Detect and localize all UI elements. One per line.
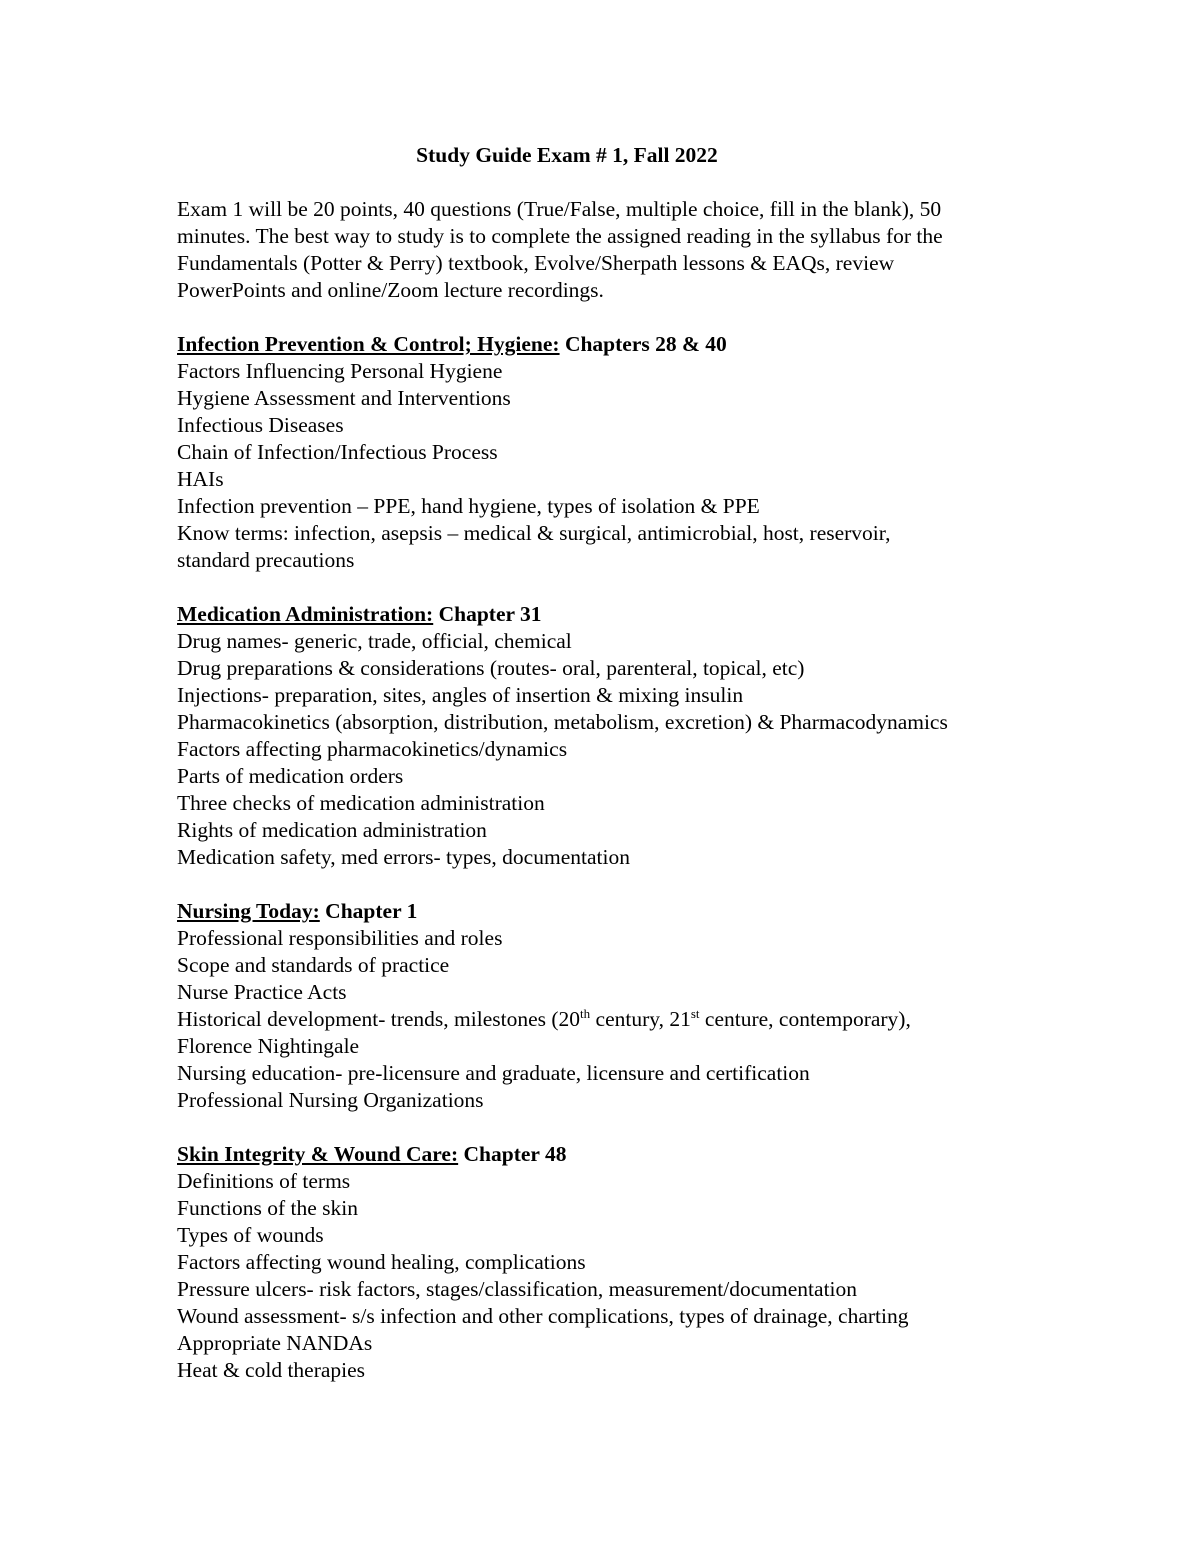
topic-item: Drug names- generic, trade, official, chemical [177, 629, 572, 653]
intro-line: Fundamentals (Potter & Perry) textbook, Evolve/Sherpath lessons & EAQs, review [177, 251, 895, 275]
section-heading [177, 1141, 1057, 1168]
historical-text: Historical development- trends, milestones (20 [177, 1007, 581, 1031]
topic-item-historical [177, 1006, 1057, 1033]
topic-item: Hygiene Assessment and Interventions [177, 386, 511, 410]
section-heading [177, 601, 1057, 628]
topic-item: Florence Nightingale [177, 1034, 360, 1058]
topic-item: Types of wounds [177, 1223, 324, 1247]
intro-paragraph [177, 196, 1057, 304]
historical-text: centure, contemporary), [699, 1007, 911, 1031]
superscript-th: th [580, 1006, 591, 1021]
section-nursing-today [177, 898, 1057, 1114]
topic-item: Definitions of terms [177, 1169, 351, 1193]
section-heading-label: Nursing Today: [177, 899, 320, 923]
section-skin-integrity [177, 1141, 1057, 1384]
topic-item: Heat & cold therapies [177, 1358, 366, 1382]
section-heading [177, 898, 1057, 925]
topic-item: Parts of medication orders [177, 764, 404, 788]
section-heading [177, 331, 1057, 358]
topic-item: Factors affecting wound healing, complications [177, 1250, 586, 1274]
superscript-st: st [690, 1006, 700, 1021]
topic-item: Drug preparations & considerations (routes- oral, parenteral, topical, etc) [177, 656, 805, 680]
intro-line: minutes. The best way to study is to complete the assigned reading in the syllabus for the [177, 224, 943, 248]
topic-item: Know terms: infection, asepsis – medical & surgical, antimicrobial, host, reservoir, [177, 521, 891, 545]
topic-item: Infection prevention – PPE, hand hygiene, types of isolation & PPE [177, 494, 760, 518]
intro-line: PowerPoints and online/Zoom lecture recordings. [177, 278, 604, 302]
section-heading-chapters: Chapter 48 [458, 1142, 567, 1166]
section-heading-label: Medication Administration: [177, 602, 434, 626]
section-heading-chapters: Chapters 28 & 40 [559, 332, 727, 356]
topic-item: Pressure ulcers- risk factors, stages/classification, measurement/documentation [177, 1277, 858, 1301]
section-infection-prevention [177, 331, 1057, 574]
section-heading-label: Skin Integrity & Wound Care: [177, 1142, 459, 1166]
topic-item: Medication safety, med errors- types, documentation [177, 845, 630, 869]
historical-text: century, 21 [590, 1007, 691, 1031]
topic-item: Pharmacokinetics (absorption, distribution, metabolism, excretion) & Pharmacodynamics [177, 710, 948, 734]
section-medication-administration [177, 601, 1057, 871]
topic-item: Injections- preparation, sites, angles of insertion & mixing insulin [177, 683, 744, 707]
topic-item: Chain of Infection/Infectious Process [177, 440, 498, 464]
topic-item: Factors Influencing Personal Hygiene [177, 359, 503, 383]
topic-item: Appropriate NANDAs [177, 1331, 373, 1355]
topic-item: standard precautions [177, 548, 355, 572]
topic-item: Professional responsibilities and roles [177, 926, 503, 950]
document-title: Study Guide Exam # 1, Fall 2022 [416, 143, 718, 167]
section-heading-label: Infection Prevention & Control; Hygiene: [177, 332, 560, 356]
topic-item: Nursing education- pre-licensure and graduate, licensure and certification [177, 1061, 810, 1085]
topic-item: Professional Nursing Organizations [177, 1088, 484, 1112]
document-page [177, 142, 1057, 1411]
intro-line: Exam 1 will be 20 points, 40 questions (True/False, multiple choice, fill in the blank), 50 [177, 197, 942, 221]
topic-item: Scope and standards of practice [177, 953, 450, 977]
topic-item: Infectious Diseases [177, 413, 344, 437]
topic-item: HAIs [177, 467, 224, 491]
topic-item: Nurse Practice Acts [177, 980, 347, 1004]
topic-item: Rights of medication administration [177, 818, 487, 842]
topic-item: Factors affecting pharmacokinetics/dynamics [177, 737, 568, 761]
section-heading-chapters: Chapter 31 [433, 602, 542, 626]
topic-item: Wound assessment- s/s infection and other complications, types of drainage, charting [177, 1304, 909, 1328]
section-heading-chapters: Chapter 1 [319, 899, 418, 923]
topic-item: Three checks of medication administration [177, 791, 545, 815]
topic-item: Functions of the skin [177, 1196, 358, 1220]
